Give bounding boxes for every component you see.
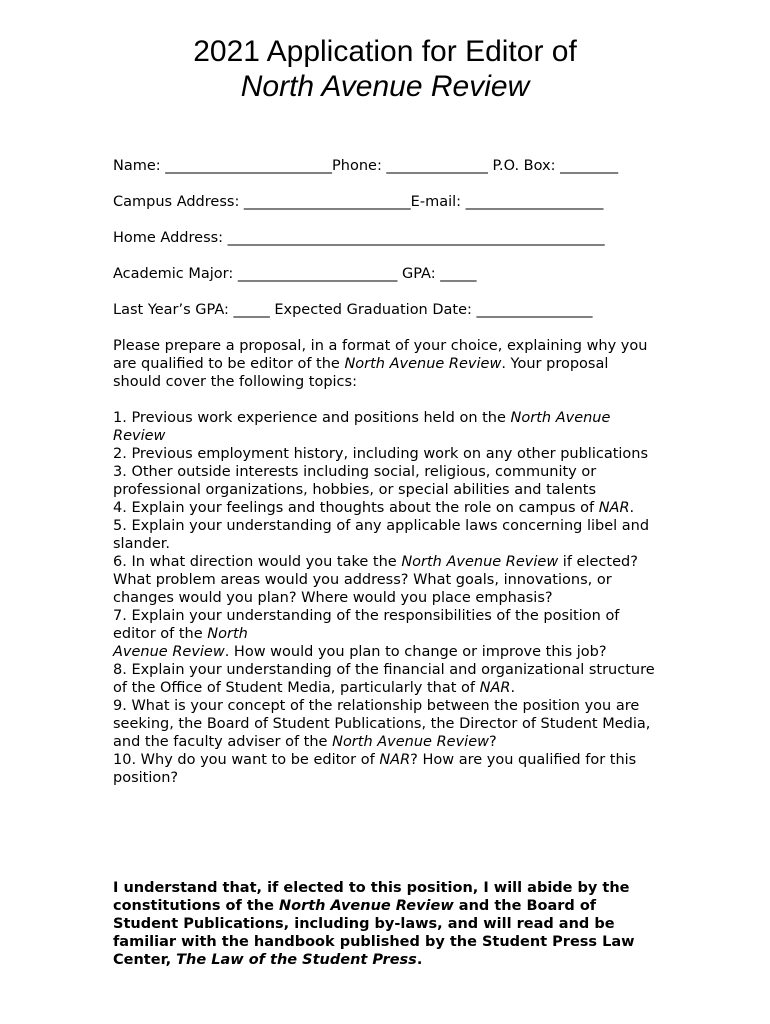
topic-item: 3. Other outside interests including social, religious, community or professional organizations, hobbies, or special abilities and talents [113, 464, 597, 498]
topic-item: 7. Explain your understanding of the responsibilities of the position of editor of the North Avenue Review. How would you plan to change or improve this job? [113, 608, 620, 660]
last-gpa-graduation-field[interactable]: Last Year’s GPA: _____ Expected Graduation Date: ________________ [113, 302, 593, 318]
proposal-instructions: Please prepare a proposal, in a format of your choice, explaining why you are qualified to be editor of the North Avenue Review. Your proposal should cover the following topics: [113, 338, 648, 390]
topic-item: 9. What is your concept of the relationship between the position you are seeking, the Board of Student Publications, the Director of Student Media, and the faculty adviser of the North Avenue Review? [113, 698, 651, 750]
major-gpa-field[interactable]: Academic Major: ______________________ GPA: _____ [113, 266, 477, 282]
home-address-field[interactable]: Home Address: ____________________________________________________ [113, 230, 605, 246]
title-line-2: North Avenue Review [240, 70, 530, 103]
topic-item: 1. Previous work experience and positions held on the North Avenue Review [113, 410, 611, 444]
page-title [0, 34, 770, 104]
topic-item: 8. Explain your understanding of the financial and organizational structure of the Office of Student Media, particularly that of NAR. [113, 662, 655, 696]
topic-item: 2. Previous employment history, including work on any other publications [113, 446, 649, 462]
title-line-1: 2021 Application for Editor of [193, 35, 577, 68]
name-phone-pobox-field[interactable]: Name: _______________________Phone: ______________ P.O. Box: ________ [113, 158, 619, 174]
topic-item: 6. In what direction would you take the North Avenue Review if elected? What problem areas would you address? What goals, innovations, or changes would you plan? Where would you place emphasis? [113, 554, 638, 606]
topic-item: 4. Explain your feelings and thoughts about the role on campus of NAR. [113, 500, 635, 516]
form-content [113, 157, 661, 787]
campus-address-email-field[interactable]: Campus Address: _______________________E-mail: ___________________ [113, 194, 604, 210]
topic-item: 10. Why do you want to be editor of NAR? How are you qualified for this position? [113, 752, 637, 786]
topics-list [113, 409, 661, 787]
agreement-statement: I understand that, if elected to this position, I will abide by the constitutions of the North Avenue Review and the Board of Student Publications, including by-laws, and will read and be familiar with the handbook published by the Student Press Law Center, The Law of the Student Press. [113, 880, 635, 968]
topic-item: 5. Explain your understanding of any applicable laws concerning libel and slander. [113, 518, 650, 552]
